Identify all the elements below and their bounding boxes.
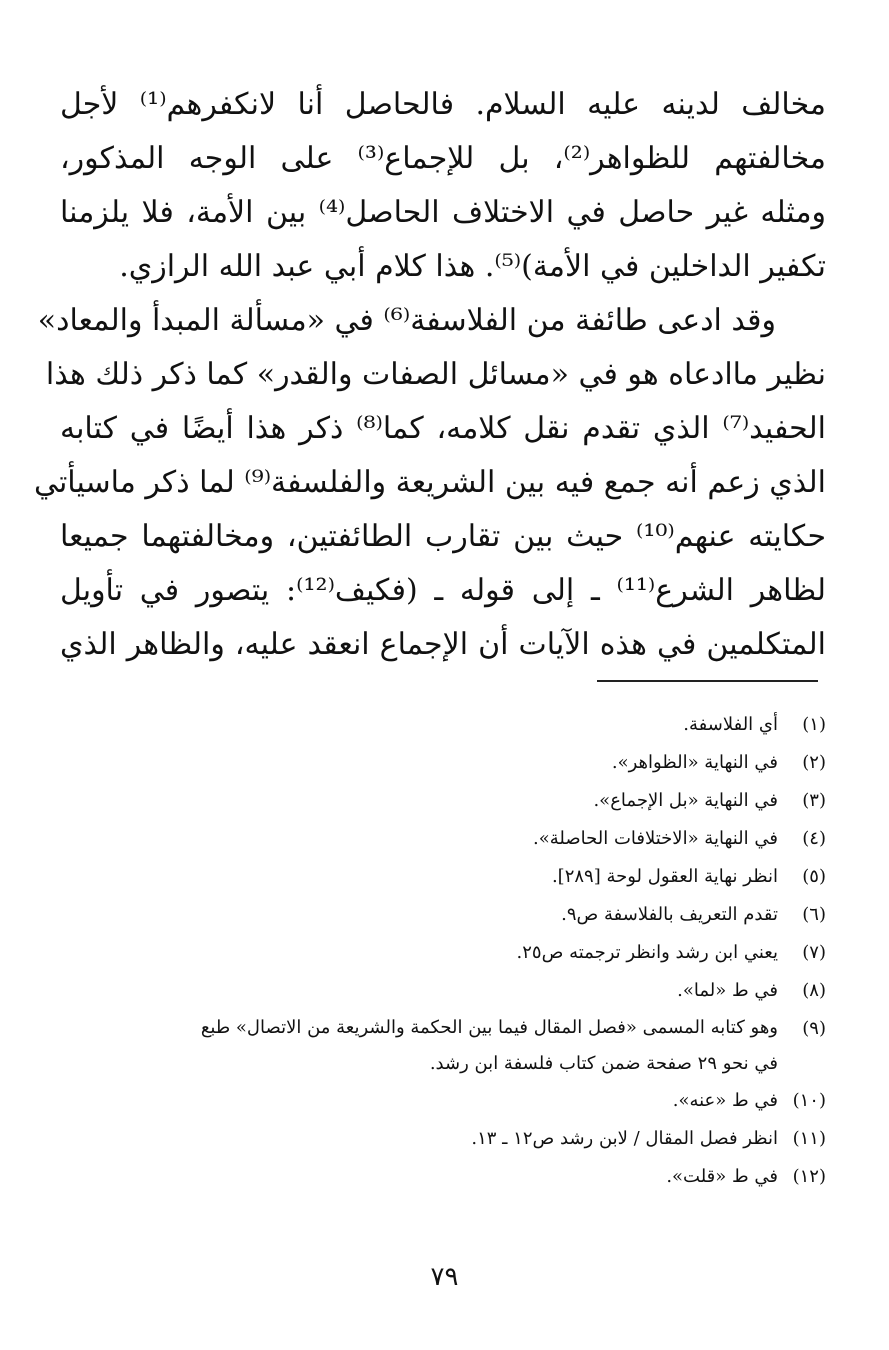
body-line: الذي زعم أنه جمع فيه بين الشريعة والفلسفة⁽⁹⁾ لما ذكر ماسيأتي bbox=[33, 465, 826, 500]
footnote-number: (٦) bbox=[802, 904, 826, 925]
footnotes bbox=[60, 706, 826, 1196]
footnote-number: (٣) bbox=[802, 790, 826, 811]
footnote-number: (٧) bbox=[802, 942, 826, 963]
footnote-number: (١٢) bbox=[792, 1166, 826, 1187]
footnote-item bbox=[60, 1158, 826, 1196]
footnote-item bbox=[60, 1120, 826, 1158]
footnote-number: (٢) bbox=[802, 752, 826, 773]
footnote-text: في النهاية «الاختلافات الحاصلة». bbox=[533, 828, 778, 849]
footnote-number: (١١) bbox=[792, 1128, 826, 1149]
footnote-text: أي الفلاسفة. bbox=[683, 714, 778, 735]
footnote-text: في ط «لما». bbox=[677, 980, 778, 1001]
body-line: نظير ماادعاه هو في «مسائل الصفات والقدر» كما ذكر ذلك هذا bbox=[45, 357, 826, 392]
body-line: مخالفتهم للظواهر⁽²⁾، بل للإجماع⁽³⁾ على الوجه المذكور، bbox=[60, 141, 826, 176]
footnote-item bbox=[60, 1082, 826, 1120]
footnote-item bbox=[60, 896, 826, 934]
body-line: المتكلمين في هذه الآيات أن الإجماع انعقد عليه، والظاهر الذي bbox=[60, 627, 826, 662]
footnote-text: وهو كتابه المسمى «فصل المقال فيما بين الحكمة والشريعة من الاتصال» طبع bbox=[200, 1017, 778, 1038]
footnote-item bbox=[60, 706, 826, 744]
footnote-item bbox=[60, 972, 826, 1010]
footnote-text-block bbox=[60, 1010, 778, 1082]
body-line: ومثله غير حاصل في الاختلاف الحاصل⁽⁴⁾ بين الأمة، فلا يلزمنا bbox=[60, 195, 826, 230]
footnote-separator bbox=[597, 680, 818, 682]
footnote-number: (٨) bbox=[802, 980, 826, 1001]
footnote-item bbox=[60, 782, 826, 820]
footnote-text: انظر فصل المقال / لابن رشد ص١٢ ـ ١٣. bbox=[471, 1128, 778, 1149]
footnote-text: يعني ابن رشد وانظر ترجمته ص٢٥. bbox=[516, 942, 778, 963]
footnote-text: في النهاية «الظواهر». bbox=[611, 752, 778, 773]
footnote-text: في ط «عنه». bbox=[672, 1090, 778, 1111]
body-line: وقد ادعى طائفة من الفلاسفة⁽⁶⁾ في «مسألة المبدأ والمعاد» bbox=[37, 303, 776, 338]
body-line: الحفيد⁽⁷⁾ الذي تقدم نقل كلامه، كما⁽⁸⁾ ذكر هذا أيضًا في كتابه bbox=[60, 411, 826, 446]
footnote-item bbox=[60, 858, 826, 896]
footnote-text: انظر نهاية العقول لوحة [٢٨٩]. bbox=[551, 866, 778, 887]
page-number: ٧٩ bbox=[430, 1262, 459, 1292]
footnote-number: (٩) bbox=[802, 1018, 826, 1039]
footnote-item bbox=[60, 744, 826, 782]
body-line: تكفير الداخلين في الأمة)⁽⁵⁾. هذا كلام أبي عبد الله الرازي. bbox=[119, 249, 826, 284]
body-line: مخالف لدينه عليه السلام. فالحاصل أنا لانكفرهم⁽¹⁾ لأجل bbox=[60, 87, 827, 122]
footnote-text-continued: في نحو ٢٩ صفحة ضمن كتاب فلسفة ابن رشد. bbox=[429, 1053, 778, 1074]
body-line: حكايته عنهم⁽¹⁰⁾ حيث بين تقارب الطائفتين، ومخالفتهما جميعا bbox=[60, 519, 827, 554]
footnote-item bbox=[60, 934, 826, 972]
footnote-number: (١٠) bbox=[792, 1090, 826, 1111]
footnote-text: في النهاية «بل الإجماع». bbox=[593, 790, 778, 811]
footnote-item bbox=[60, 820, 826, 858]
main-text bbox=[33, 78, 827, 672]
footnote-item bbox=[60, 1010, 826, 1082]
footnote-text: في ط «قلت». bbox=[666, 1166, 778, 1187]
footnote-number: (٤) bbox=[802, 828, 826, 849]
footnote-text: تقدم التعريف بالفلاسفة ص٩. bbox=[561, 904, 778, 925]
footnote-number: (١) bbox=[802, 714, 826, 735]
body-line: لظاهر الشرع⁽¹¹⁾ ـ إلى قوله ـ (فكيف⁽¹²⁾: يتصور في تأويل bbox=[60, 573, 826, 608]
footnote-number: (٥) bbox=[802, 866, 826, 887]
